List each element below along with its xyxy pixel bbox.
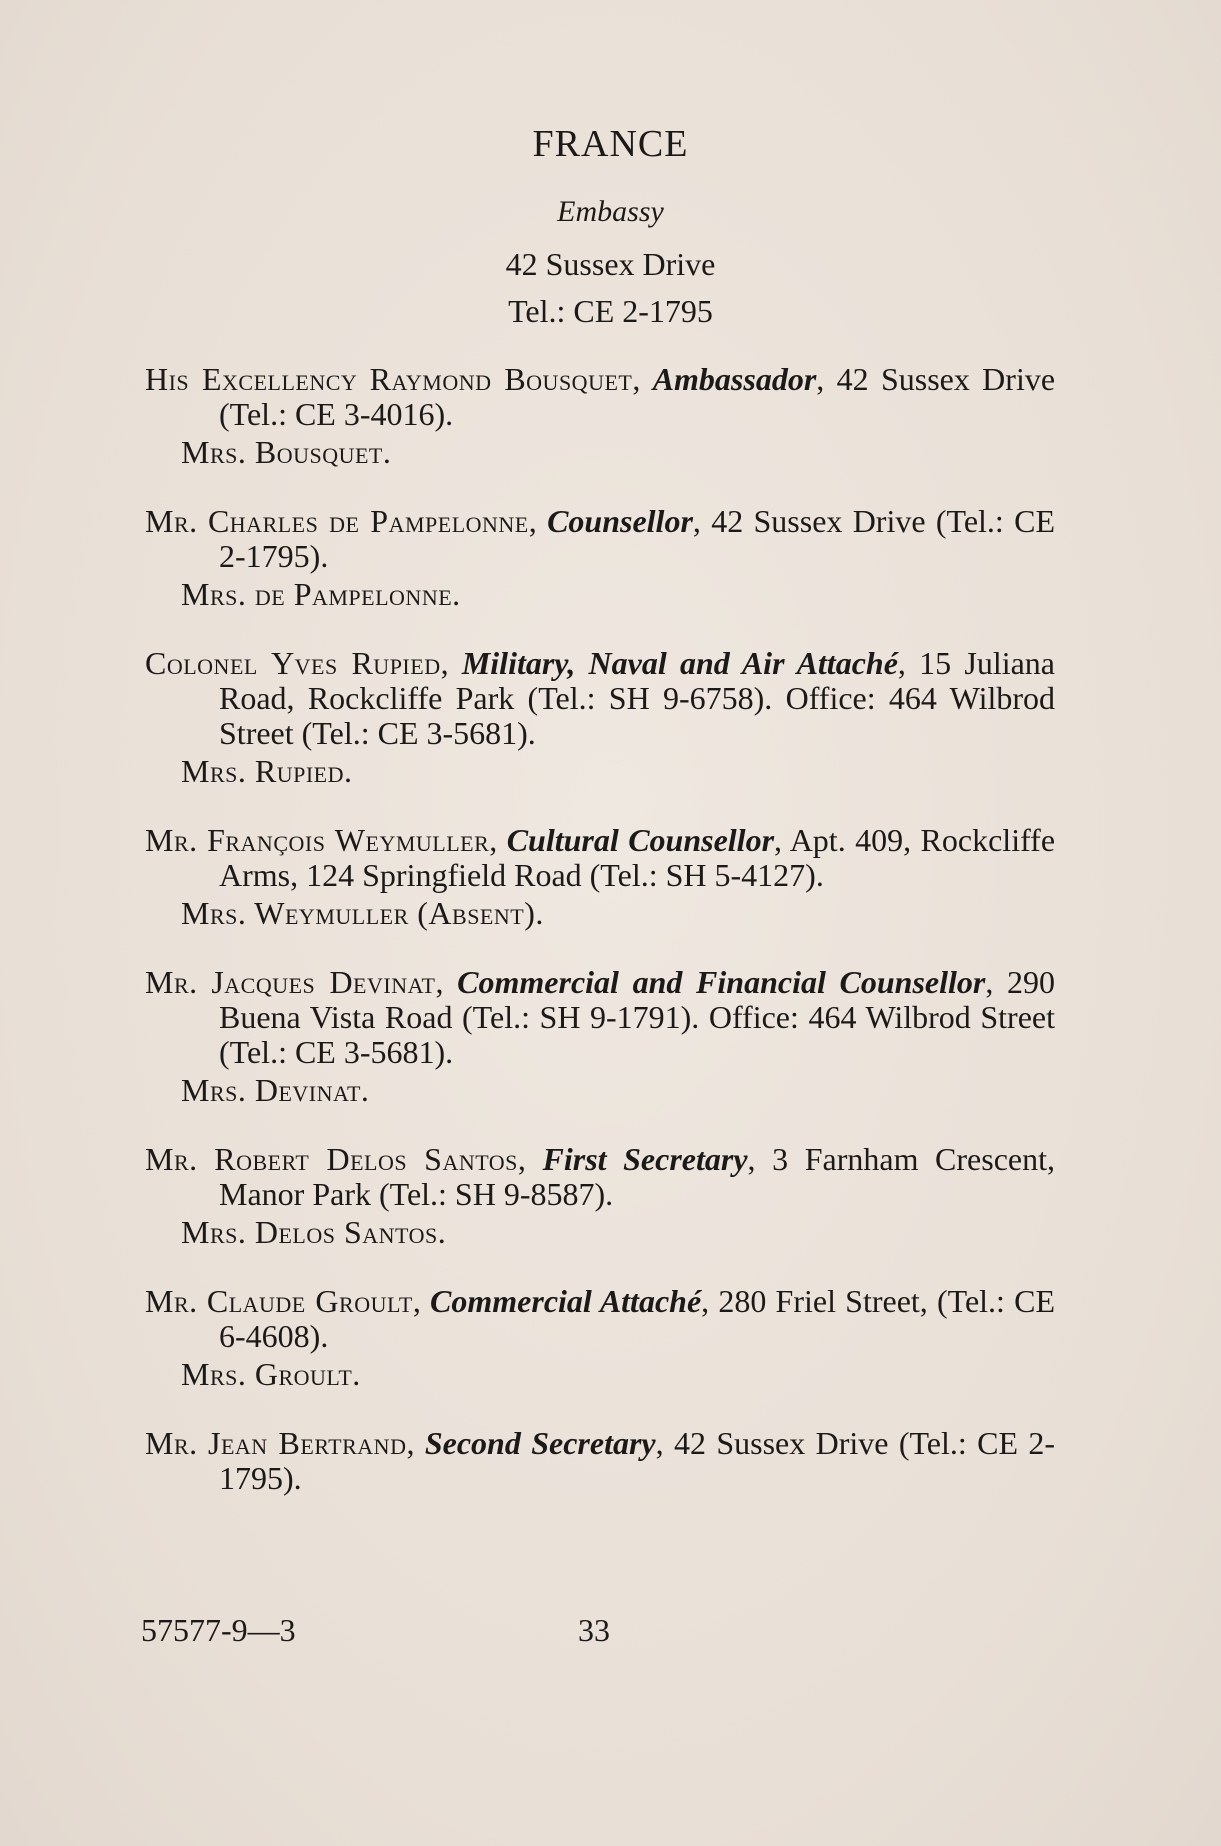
entry-main: Colonel Yves Rupied, Military, Naval and Air Attaché, 15 Juliana Road, Rockcliffe Park (Tel.: SH 9-6758). Office: 464 Wilbrod Street (Tel.: CE 3-5681). — [145, 645, 1055, 751]
entry-details: , 15 Juliana Road, Rockcliffe Park (Tel.: SH 9-6758). Office: 464 Wilbrod Street (Tel.: CE 3-5681). — [219, 645, 1055, 751]
entry-title: Mr. — [145, 822, 198, 858]
entry-name: Claude Groult — [206, 1283, 413, 1319]
entry-details: , 42 Sussex Drive (Tel.: CE 3-4016). — [219, 361, 1056, 432]
entry-details: , 42 Sussex Drive (Tel.: CE 2-1795). — [219, 503, 1056, 574]
entry-role: Counsellor — [547, 503, 693, 539]
entry-name: Charles de Pampelonne — [207, 503, 529, 539]
entry-spouse: Mrs. Weymuller (Absent). — [181, 895, 544, 931]
entry-main: Mr. Jean Bertrand, Second Secretary, 42 Sussex Drive (Tel.: CE 2-1795). — [145, 1425, 1056, 1496]
entry-spouse: Mrs. Groult. — [181, 1356, 361, 1392]
embassy-address: 42 Sussex Drive — [505, 246, 716, 282]
entry-spouse: Mrs. Delos Santos. — [181, 1214, 447, 1250]
entry-title: Mr. — [145, 1283, 198, 1319]
list-item — [145, 823, 1055, 931]
entry-title: Mr. — [145, 1141, 198, 1177]
entry-name: Jacques Devinat — [211, 964, 436, 1000]
diplomat-list — [145, 362, 1055, 1530]
entry-name: Robert Delos Santos — [214, 1141, 518, 1177]
entry-details: , 290 Buena Vista Road (Tel.: SH 9-1791). Office: 464 Wilbrod Street (Tel.: CE 3-5681). — [219, 964, 1056, 1070]
entry-main: His Excellency Raymond Bousquet, Ambassador, 42 Sussex Drive (Tel.: CE 3-4016). — [145, 361, 1056, 432]
entry-details: , 42 Sussex Drive (Tel.: CE 2-1795). — [219, 1425, 1056, 1496]
list-item — [145, 362, 1055, 470]
entry-role: Cultural Counsellor — [506, 822, 775, 858]
entry-name: François Weymuller — [207, 822, 490, 858]
entry-main: Mr. Jacques Devinat, Commercial and Financial Counsellor, 290 Buena Vista Road (Tel.: SH 9-1791). Office: 464 Wilbrod Street (Tel.: CE 3-5681). — [145, 964, 1056, 1070]
entry-title: His Excellency — [145, 361, 358, 397]
list-item — [145, 646, 1055, 789]
entry-title: Mr. — [145, 503, 198, 539]
entry-main: Mr. François Weymuller, Cultural Counsellor, Apt. 409, Rockcliffe Arms, 124 Springfield Road (Tel.: SH 5-4127). — [145, 822, 1056, 893]
entry-role: Commercial and Financial Counsellor — [457, 964, 986, 1000]
entry-spouse: Mrs. Bousquet. — [181, 434, 392, 470]
entry-role: Commercial Attaché — [430, 1283, 702, 1319]
list-item — [145, 504, 1055, 612]
embassy-telephone: Tel.: CE 2-1795 — [508, 293, 713, 329]
list-item — [145, 1284, 1055, 1392]
entry-details: , 3 Farnham Crescent, Manor Park (Tel.: SH 9-8587). — [219, 1141, 1056, 1212]
entry-title: Mr. — [145, 964, 198, 1000]
entry-title: Mr. — [145, 1425, 198, 1461]
entry-title: Colonel — [145, 645, 258, 681]
list-item — [145, 965, 1055, 1108]
entry-role: Ambassador — [652, 361, 817, 397]
entry-spouse: Mrs. Devinat. — [181, 1072, 370, 1108]
entry-main: Mr. Claude Groult, Commercial Attaché, 280 Friel Street, (Tel.: CE 6-4608). — [145, 1283, 1056, 1354]
section-subheading: Embassy — [557, 195, 664, 228]
entry-role: First Secretary — [542, 1141, 748, 1177]
entry-name: Jean Bertrand — [208, 1425, 407, 1461]
entry-role: Second Secretary — [424, 1425, 656, 1461]
entry-main: Mr. Robert Delos Santos, First Secretary, 3 Farnham Crescent, Manor Park (Tel.: SH 9-8587). — [145, 1141, 1056, 1212]
page-number: 33 — [578, 1612, 610, 1648]
entry-details: , 280 Friel Street, (Tel.: CE 6-4608). — [219, 1283, 1056, 1354]
list-item — [145, 1142, 1055, 1250]
print-code: 57577-9—3 — [141, 1612, 296, 1648]
entry-role: Military, Naval and Air Attaché — [461, 645, 898, 681]
entry-main: Mr. Charles de Pampelonne, Counsellor, 42 Sussex Drive (Tel.: CE 2-1795). — [145, 503, 1056, 574]
entry-name: Yves Rupied — [271, 645, 441, 681]
list-item — [145, 1426, 1055, 1496]
entry-name: Raymond Bousquet — [369, 361, 633, 397]
entry-spouse: Mrs. Rupied. — [181, 753, 353, 789]
entry-spouse: Mrs. de Pampelonne. — [181, 576, 461, 612]
entry-details: , Apt. 409, Rockcliffe Arms, 124 Springfield Road (Tel.: SH 5-4127). — [219, 822, 1056, 893]
page-title: FRANCE — [532, 123, 689, 165]
